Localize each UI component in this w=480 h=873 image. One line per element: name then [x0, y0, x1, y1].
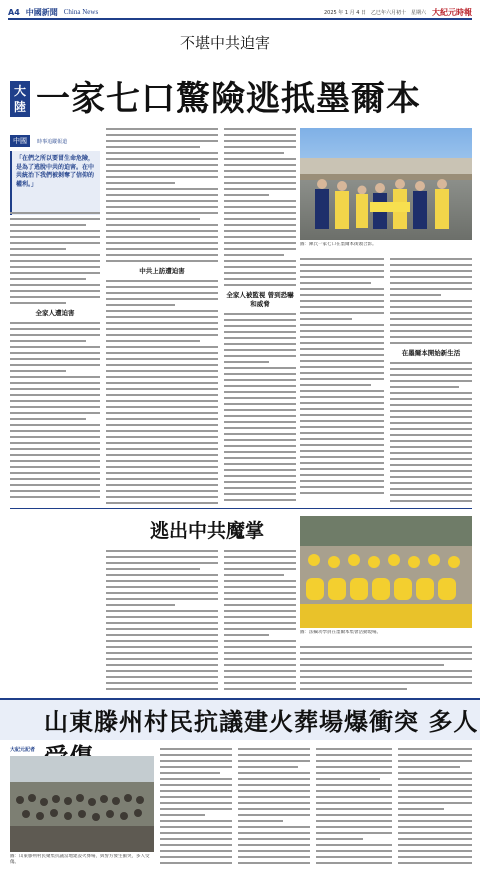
body-text [160, 748, 232, 864]
story2-headline: 逃出中共魔掌 [150, 520, 265, 542]
body-text [300, 646, 472, 690]
protest-photo-caption: 圖：山東滕州村民聚集抗議當地建設火葬場，與警方發生衝突，多人受傷。 [10, 854, 150, 865]
body-text [224, 313, 296, 504]
protest-photo-graphic [10, 756, 154, 852]
subhead-left: 全家人遭迫害 [35, 309, 75, 317]
sidebar-label: 中國 [10, 135, 30, 147]
story1-column-1 [10, 212, 100, 504]
story1-sidebar [10, 128, 100, 215]
story1-column-5 [390, 258, 472, 504]
section-name-en: China News [63, 8, 99, 16]
section-name: 中國新聞 [25, 7, 58, 17]
story2-column-3 [300, 646, 472, 692]
body-text [398, 748, 472, 864]
sidebar-sub: 時事追蹤報道 [37, 139, 68, 145]
photo1-caption: 圖：陳氏一家七口在墨爾本街頭合影。 [300, 242, 377, 247]
body-text [390, 362, 472, 502]
story3-byline: 大紀元記者 [10, 747, 36, 753]
photo2-caption: 圖：法輪功學員在墨爾本集會活動現場。 [300, 630, 381, 635]
story1-column-3 [224, 128, 296, 504]
body-text [238, 748, 310, 864]
story1-headline: 一家七口驚險逃抵墨爾本 [36, 79, 421, 119]
subhead-right: 全家人被監視 曾到恐嚇和威脅 [226, 291, 294, 308]
body-text [224, 550, 296, 690]
subhead-right-2: 在墨爾本開始新生活 [401, 349, 461, 357]
story1-column-4 [300, 258, 384, 504]
story3-column-3 [316, 748, 392, 868]
story3-column-4 [398, 748, 472, 868]
meditation-photo [300, 516, 472, 628]
story1-kicker: 不堪中共迫害 [180, 34, 271, 52]
body-text [300, 258, 384, 494]
pull-quote: 「在們之所以要冒生命危險，是為了逃脫中共的迫害。在中共統治下我們被剝奪了信仰的權利。」 [10, 151, 100, 215]
body-text [390, 258, 472, 344]
body-text [10, 212, 100, 304]
section-divider [10, 508, 472, 509]
body-text [10, 322, 100, 498]
section-number: A4 [8, 7, 20, 17]
family-photo [300, 128, 472, 240]
masthead-brand: 大紀元時報 [432, 6, 472, 17]
body-text [106, 550, 218, 690]
family-photo-graphic [300, 128, 472, 240]
story1-column-2 [106, 128, 218, 504]
story3-column-2 [238, 748, 310, 868]
body-text [106, 280, 218, 504]
protest-photo [10, 756, 154, 852]
body-text [224, 128, 296, 286]
body-text [316, 748, 392, 864]
meditation-photo-graphic [300, 516, 472, 628]
story3-column-1 [160, 748, 232, 868]
page-header [8, 6, 472, 20]
issue-date: 2025 年 1 月 4 日 乙巳年六月初十 星期六 [323, 9, 426, 16]
story2-column-2 [224, 550, 296, 692]
story1-region-tag: 大陸 [10, 81, 30, 117]
subhead-mid: 中共上訪遭迫害 [139, 267, 185, 275]
story2-column-1 [106, 550, 218, 692]
body-text [106, 128, 218, 262]
story3-headline: 山東滕州村民抗議建火葬場爆衝突 多人 [44, 708, 479, 736]
